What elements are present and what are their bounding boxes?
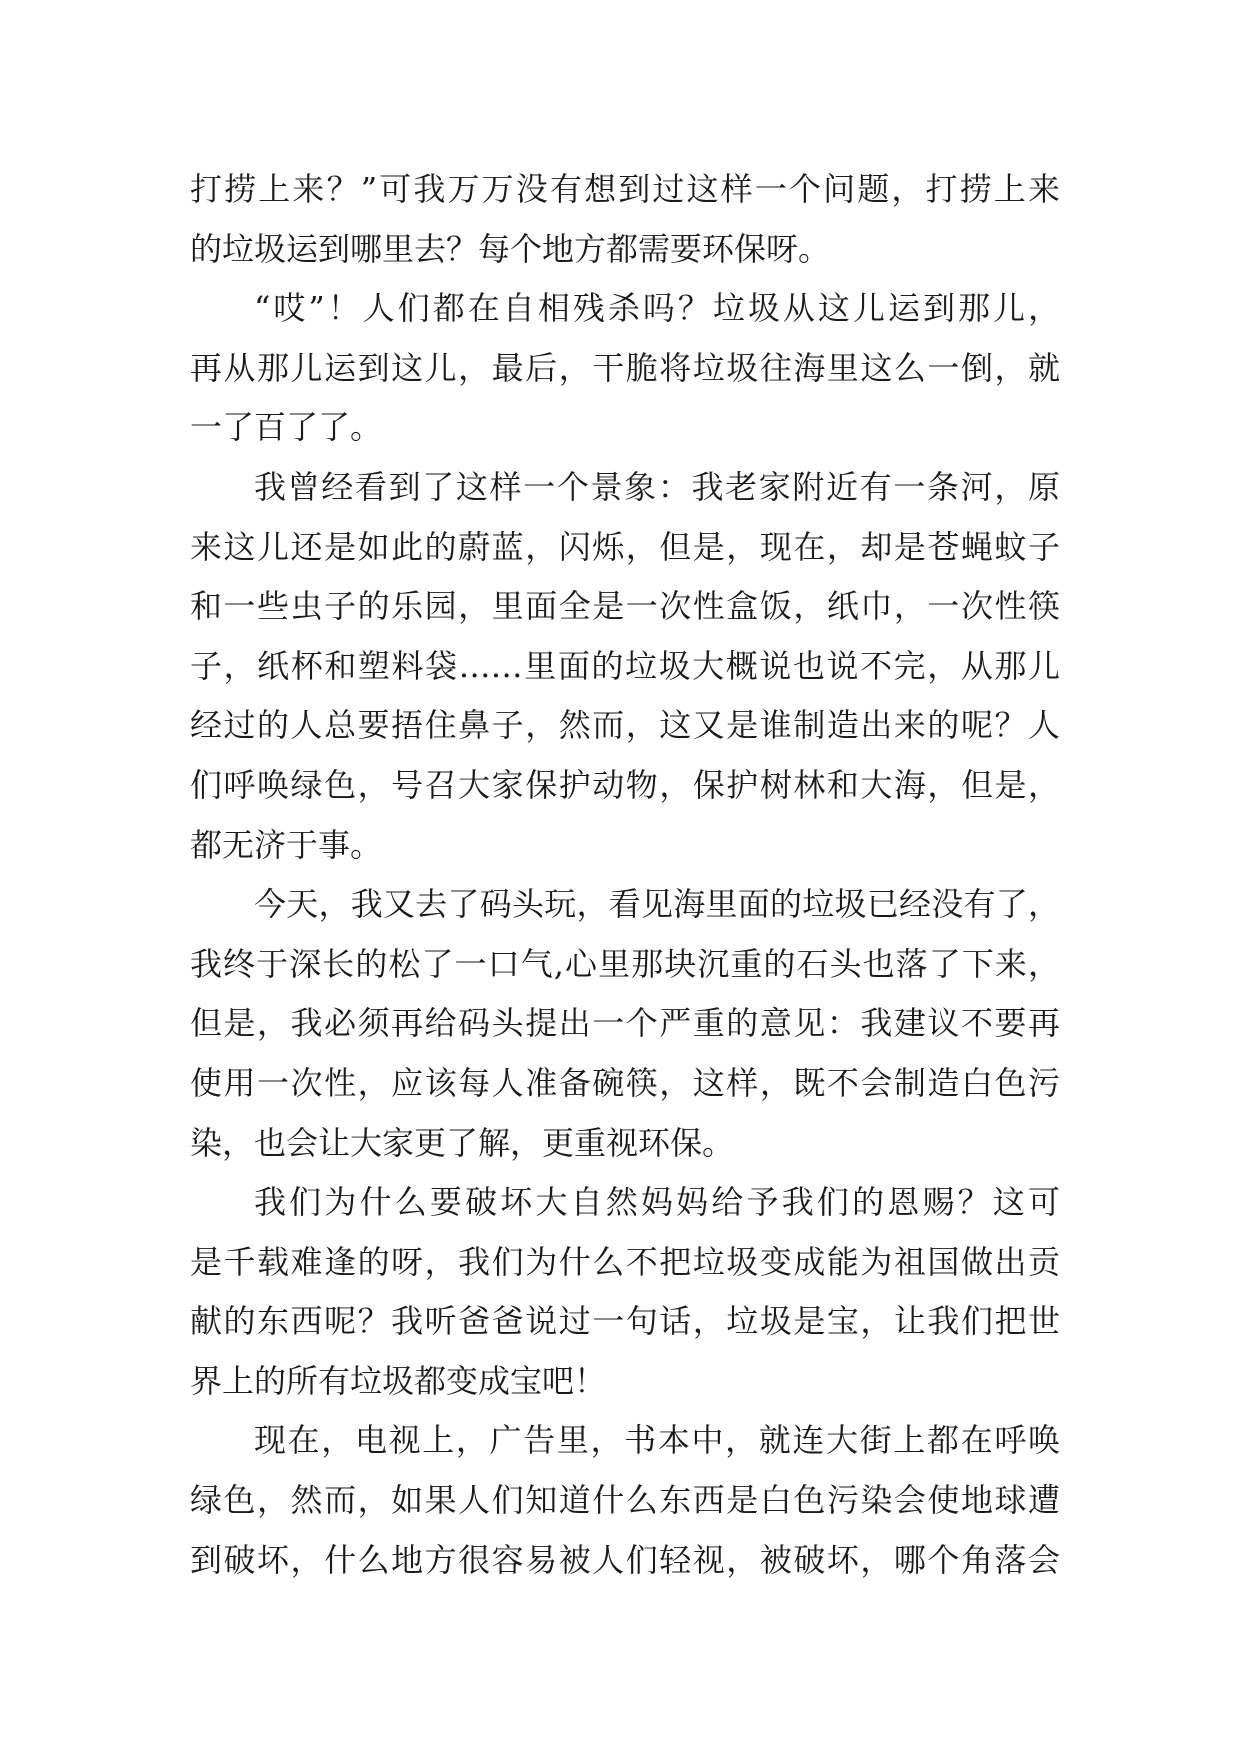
text-line: 打捞上来？”可我万万没有想到过这样一个问题，打捞上来 (190, 170, 1060, 208)
text-line: 绿色，然而，如果人们知道什么东西是白色污染会使地球遭 (190, 1481, 1060, 1520)
text-line: 我们为什么要破坏大自然妈妈给予我们的恩赐？这可 (254, 1183, 1060, 1222)
text-line: 一了百了了。 (190, 408, 383, 447)
text-line: 现在，电视上，广告里，书本中，就连大街上都在呼唤 (254, 1421, 1060, 1460)
text-line: 但是，我必须再给码头提出一个严重的意见：我建议不要再 (190, 1004, 1060, 1043)
text-line: 来这儿还是如此的蔚蓝，闪烁，但是，现在，却是苍蝇蚊子 (190, 527, 1060, 566)
text-line: 再从那儿运到这儿，最后，干脆将垃圾往海里这么一倒，就 (190, 348, 1060, 387)
text-line: 染，也会让大家更了解，更重视环保。 (190, 1123, 735, 1162)
text-line: 是千载难逢的呀，我们为什么不把垃圾变成能为祖国做出贡 (190, 1242, 1060, 1281)
text-line: 经过的人总要捂住鼻子，然而，这又是谁制造出来的呢？人 (190, 706, 1060, 745)
text-line: 界上的所有垃圾都变成宝吧！ (190, 1361, 607, 1400)
text-line: 的垃圾运到哪里去？每个地方都需要环保呀。 (190, 229, 831, 268)
text-line: 献的东西呢？我听爸爸说过一句话，垃圾是宝，让我们把世 (190, 1302, 1060, 1341)
text-line: 子，纸杯和塑料袋……里面的垃圾大概说也说不完，从那儿 (190, 646, 1060, 685)
text-line: 使用一次性，应该每人准备碗筷，这样，既不会制造白色污 (190, 1063, 1060, 1102)
text-line: 我终于深长的松了一口气,心里那块沉重的石头也落了下来， (190, 944, 1060, 983)
text-line: 和一些虫子的乐园，里面全是一次性盒饭，纸巾，一次性筷 (190, 587, 1060, 626)
text-line: 们呼唤绿色，号召大家保护动物，保护树林和大海，但是， (190, 765, 1060, 804)
text-line: 今天，我又去了码头玩，看见海里面的垃圾已经没有了， (254, 885, 1060, 924)
text-line: 我曾经看到了这样一个景象：我老家附近有一条河，原 (254, 467, 1060, 506)
text-line: 到破坏，什么地方很容易被人们轻视，被破坏，哪个角落会 (190, 1540, 1060, 1579)
body-text (190, 160, 1060, 1590)
text-line: “哎”！人们都在自相残杀吗？垃圾从这儿运到那儿， (254, 289, 1060, 328)
text-line: 都无济于事。 (190, 825, 383, 864)
